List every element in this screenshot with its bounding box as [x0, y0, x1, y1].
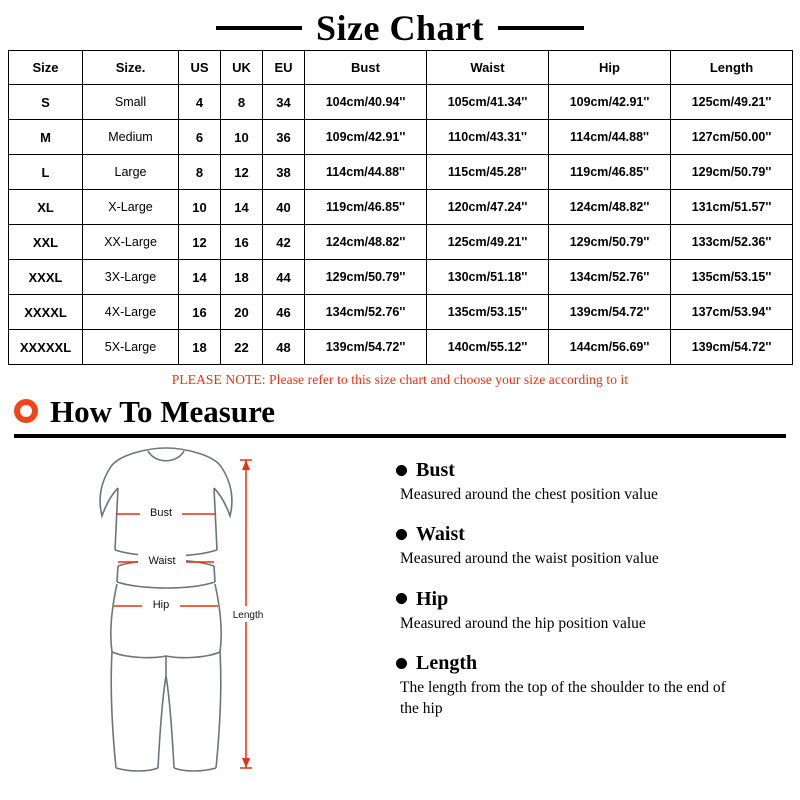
table-cell: 115cm/45.28'' [427, 155, 549, 190]
column-header-2: US [179, 51, 221, 85]
bullet-icon [396, 658, 407, 669]
measurement-definitions [390, 438, 800, 778]
how-to-measure-title: How To Measure [50, 393, 276, 429]
table-cell: Small [83, 85, 179, 120]
table-cell: 8 [179, 155, 221, 190]
table-cell: XL [9, 190, 83, 225]
how-to-measure-body [0, 438, 800, 778]
bullet-icon [396, 593, 407, 604]
table-row [9, 260, 793, 295]
table-cell: 6 [179, 120, 221, 155]
table-cell: XXL [9, 225, 83, 260]
table-cell: 139cm/54.72'' [305, 330, 427, 365]
table-cell: 109cm/42.91'' [305, 120, 427, 155]
table-cell: 10 [221, 120, 263, 155]
table-cell: 124cm/48.82'' [549, 190, 671, 225]
table-row [9, 225, 793, 260]
bullet-icon [396, 465, 407, 476]
definition-term: Bust [416, 459, 455, 481]
table-cell: 124cm/48.82'' [305, 225, 427, 260]
table-cell: 129cm/50.79'' [671, 155, 793, 190]
table-cell: 119cm/46.85'' [305, 190, 427, 225]
figure-label-waist: Waist [148, 555, 176, 567]
table-cell: 22 [221, 330, 263, 365]
table-cell: 135cm/53.15'' [427, 295, 549, 330]
column-header-0: Size [9, 51, 83, 85]
table-cell: 110cm/43.31'' [427, 120, 549, 155]
column-header-8: Length [671, 51, 793, 85]
table-cell: 36 [263, 120, 305, 155]
table-cell: 18 [221, 260, 263, 295]
table-cell: 127cm/50.00'' [671, 120, 793, 155]
table-cell: 131cm/51.57'' [671, 190, 793, 225]
table-cell: 38 [263, 155, 305, 190]
bullet-icon [396, 529, 407, 540]
table-cell: Medium [83, 120, 179, 155]
definition-item [396, 653, 790, 719]
table-row [9, 190, 793, 225]
column-header-3: UK [221, 51, 263, 85]
table-cell: XXXL [9, 260, 83, 295]
how-to-measure-header [0, 388, 800, 430]
table-cell: X-Large [83, 190, 179, 225]
table-cell: 14 [221, 190, 263, 225]
page-title-row [0, 0, 800, 48]
figure-label-bust: Bust [149, 507, 173, 519]
definition-term-row [396, 524, 790, 544]
figure-label-length: Length [232, 610, 264, 621]
table-cell: 10 [179, 190, 221, 225]
table-cell: 133cm/52.36'' [671, 225, 793, 260]
table-cell: 125cm/49.21'' [427, 225, 549, 260]
table-cell: 129cm/50.79'' [549, 225, 671, 260]
definition-term-row [396, 653, 790, 673]
column-header-1: Size. [83, 51, 179, 85]
title-rule-right [498, 26, 584, 30]
table-row [9, 330, 793, 365]
table-cell: 46 [263, 295, 305, 330]
table-cell: 125cm/49.21'' [671, 85, 793, 120]
column-header-4: EU [263, 51, 305, 85]
table-cell: 134cm/52.76'' [305, 295, 427, 330]
table-cell: 105cm/41.34'' [427, 85, 549, 120]
table-cell: 12 [179, 225, 221, 260]
table-cell: 109cm/42.91'' [549, 85, 671, 120]
table-cell: 4X-Large [83, 295, 179, 330]
measurement-figure [0, 438, 390, 778]
figure-label-hip: Hip [152, 599, 170, 611]
table-cell: 104cm/40.94'' [305, 85, 427, 120]
table-cell: 3X-Large [83, 260, 179, 295]
table-cell: 144cm/56.69'' [549, 330, 671, 365]
table-cell: 48 [263, 330, 305, 365]
table-body [9, 85, 793, 365]
table-cell: Large [83, 155, 179, 190]
table-cell: XX-Large [83, 225, 179, 260]
table-cell: 18 [179, 330, 221, 365]
definition-description: Measured around the waist position value [400, 550, 659, 568]
definition-description: The length from the top of the shoulder to the end of the hip [400, 679, 726, 717]
table-cell: L [9, 155, 83, 190]
table-cell: 129cm/50.79'' [305, 260, 427, 295]
definition-item [396, 589, 790, 634]
table-row [9, 155, 793, 190]
table-cell: 140cm/55.12'' [427, 330, 549, 365]
title-rule-left [216, 26, 302, 30]
size-table-wrap [0, 48, 800, 365]
table-cell: 14 [179, 260, 221, 295]
table-cell: 120cm/47.24'' [427, 190, 549, 225]
definition-description: Measured around the hip position value [400, 614, 646, 632]
table-row [9, 295, 793, 330]
table-cell: 134cm/52.76'' [549, 260, 671, 295]
definition-term-row [396, 589, 790, 609]
table-cell: 139cm/54.72'' [549, 295, 671, 330]
definition-term: Length [416, 652, 478, 675]
table-cell: 16 [179, 295, 221, 330]
table-cell: XXXXL [9, 295, 83, 330]
column-header-6: Waist [427, 51, 549, 85]
table-cell: 12 [221, 155, 263, 190]
table-cell: 114cm/44.88'' [549, 120, 671, 155]
table-cell: 8 [221, 85, 263, 120]
table-cell: 42 [263, 225, 305, 260]
table-cell: 20 [221, 295, 263, 330]
definition-description: Measured around the chest position value [400, 486, 658, 503]
definition-term: Waist [416, 523, 465, 546]
figure-illustration [0, 438, 390, 778]
definition-term: Hip [416, 587, 449, 610]
table-cell: 34 [263, 85, 305, 120]
table-cell: S [9, 85, 83, 120]
definition-item [396, 460, 790, 505]
table-cell: 139cm/54.72'' [671, 330, 793, 365]
definition-term-row [396, 460, 790, 480]
table-row [9, 120, 793, 155]
table-cell: 119cm/46.85'' [549, 155, 671, 190]
table-cell: M [9, 120, 83, 155]
table-cell: 137cm/53.94'' [671, 295, 793, 330]
column-header-5: Bust [305, 51, 427, 85]
table-cell: 16 [221, 225, 263, 260]
table-cell: 40 [263, 190, 305, 225]
column-header-7: Hip [549, 51, 671, 85]
table-cell: XXXXXL [9, 330, 83, 365]
table-cell: 114cm/44.88'' [305, 155, 427, 190]
table-cell: 5X-Large [83, 330, 179, 365]
size-note: PLEASE NOTE: Please refer to this size chart and choose your size according to it [171, 372, 629, 387]
table-cell: 44 [263, 260, 305, 295]
table-header-row [9, 51, 793, 85]
table-cell: 135cm/53.15'' [671, 260, 793, 295]
page-title: Size Chart [316, 8, 484, 48]
table-row [9, 85, 793, 120]
table-cell: 130cm/51.18'' [427, 260, 549, 295]
ring-icon [14, 399, 38, 423]
size-chart-table [8, 50, 793, 365]
table-cell: 4 [179, 85, 221, 120]
definition-item [396, 524, 790, 569]
